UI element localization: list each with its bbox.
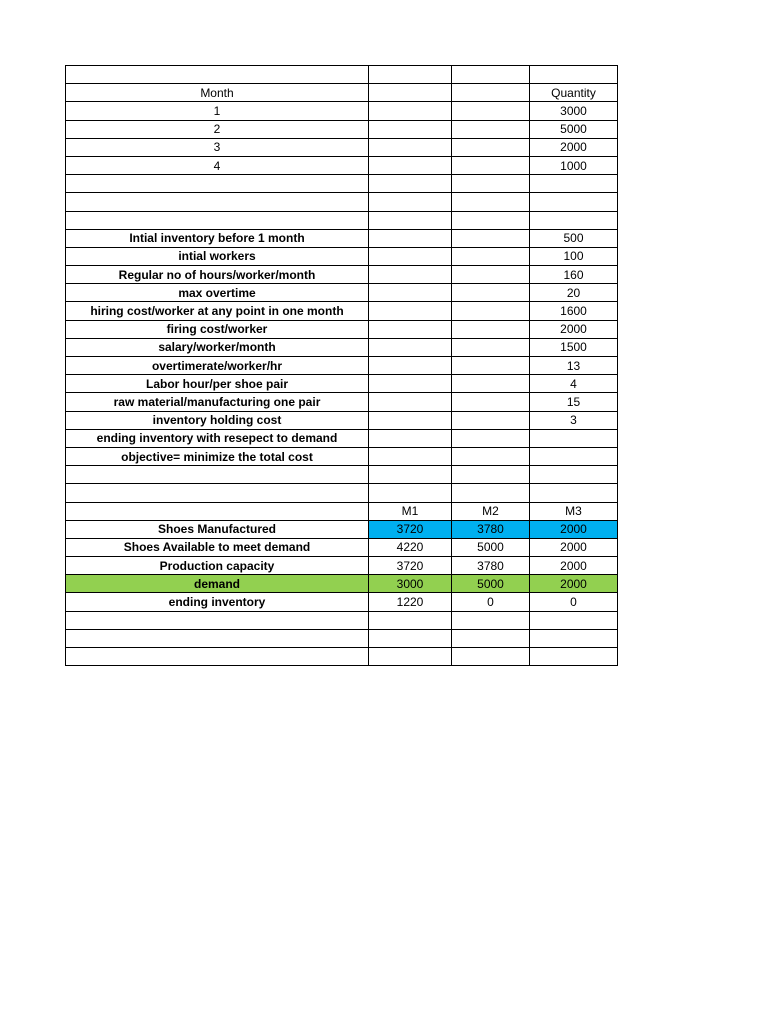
parameter-row — [66, 429, 618, 447]
result-label-cell[interactable]: ending inventory — [66, 593, 369, 611]
month-cell[interactable]: 3 — [66, 138, 369, 156]
cell[interactable] — [66, 629, 369, 647]
cell[interactable] — [530, 484, 618, 502]
cell[interactable] — [452, 411, 530, 429]
blank-row — [66, 648, 618, 666]
parameter-row — [66, 411, 618, 429]
result-value-cell[interactable]: 5000 — [452, 538, 530, 556]
month-cell[interactable]: 2 — [66, 120, 369, 138]
parameter-row — [66, 338, 618, 356]
cell[interactable] — [452, 138, 530, 156]
parameter-row — [66, 247, 618, 265]
cell[interactable] — [369, 484, 452, 502]
parameter-value-cell[interactable]: 160 — [530, 266, 618, 284]
cell[interactable] — [530, 466, 618, 484]
cell[interactable] — [530, 193, 618, 211]
result-value-cell[interactable]: 3000 — [369, 575, 452, 593]
parameter-label-cell[interactable]: raw material/manufacturing one pair — [66, 393, 369, 411]
cell[interactable] — [66, 175, 369, 193]
cell[interactable] — [530, 211, 618, 229]
cell[interactable] — [452, 229, 530, 247]
demand-row — [66, 575, 618, 593]
cell[interactable] — [369, 629, 452, 647]
result-label-cell[interactable]: demand — [66, 575, 369, 593]
parameter-row — [66, 375, 618, 393]
parameter-label-cell[interactable]: objective= minimize the total cost — [66, 447, 369, 465]
parameter-label-cell[interactable]: inventory holding cost — [66, 411, 369, 429]
month-row — [66, 156, 618, 174]
cell[interactable] — [369, 102, 452, 120]
cell[interactable] — [66, 502, 369, 520]
result-value-cell[interactable]: 5000 — [452, 575, 530, 593]
blank-row — [66, 193, 618, 211]
shoes-manufactured-row — [66, 520, 618, 538]
results-header-row — [66, 502, 618, 520]
cell[interactable] — [369, 138, 452, 156]
quantity-cell[interactable]: 3000 — [530, 102, 618, 120]
blank-row — [66, 629, 618, 647]
parameter-value-cell[interactable]: 2000 — [530, 320, 618, 338]
month-row — [66, 120, 618, 138]
parameter-row — [66, 393, 618, 411]
cell[interactable] — [369, 429, 452, 447]
month-row — [66, 138, 618, 156]
parameter-value-cell[interactable]: 100 — [530, 247, 618, 265]
month-row — [66, 102, 618, 120]
cell[interactable] — [452, 357, 530, 375]
cell[interactable] — [452, 611, 530, 629]
parameter-value-cell[interactable] — [530, 429, 618, 447]
parameter-value-cell[interactable]: 4 — [530, 375, 618, 393]
parameter-label-cell[interactable]: Intial inventory before 1 month — [66, 229, 369, 247]
result-value-cell[interactable]: 3720 — [369, 520, 452, 538]
parameter-label-cell[interactable]: overtimerate/worker/hr — [66, 357, 369, 375]
cell[interactable] — [452, 393, 530, 411]
cell[interactable] — [369, 357, 452, 375]
month-cell[interactable]: 1 — [66, 102, 369, 120]
cell[interactable] — [452, 375, 530, 393]
cell[interactable] — [369, 175, 452, 193]
parameter-row — [66, 266, 618, 284]
blank-row — [66, 611, 618, 629]
cell[interactable] — [369, 211, 452, 229]
m2-header-cell[interactable]: M2 — [452, 502, 530, 520]
cell[interactable] — [66, 484, 369, 502]
cell[interactable] — [452, 338, 530, 356]
cell[interactable] — [530, 66, 618, 84]
cell[interactable] — [452, 466, 530, 484]
result-value-cell[interactable]: 0 — [530, 593, 618, 611]
cell[interactable] — [369, 84, 452, 102]
cell[interactable] — [452, 447, 530, 465]
result-value-cell[interactable]: 2000 — [530, 520, 618, 538]
parameter-label-cell[interactable]: Regular no of hours/worker/month — [66, 266, 369, 284]
cell[interactable] — [530, 629, 618, 647]
parameter-value-cell[interactable]: 20 — [530, 284, 618, 302]
parameter-label-cell[interactable]: Labor hour/per shoe pair — [66, 375, 369, 393]
cell[interactable] — [452, 429, 530, 447]
result-label-cell[interactable]: Shoes Available to meet demand — [66, 538, 369, 556]
cell[interactable] — [369, 156, 452, 174]
production-capacity-row — [66, 557, 618, 575]
parameter-row — [66, 229, 618, 247]
shoes-available-row — [66, 538, 618, 556]
cell[interactable] — [452, 156, 530, 174]
cell[interactable] — [66, 611, 369, 629]
cell[interactable] — [66, 66, 369, 84]
cell[interactable] — [369, 247, 452, 265]
cell[interactable] — [452, 302, 530, 320]
cell[interactable] — [369, 229, 452, 247]
month-header-cell[interactable]: Month — [66, 84, 369, 102]
cell[interactable] — [530, 648, 618, 666]
cell[interactable] — [369, 320, 452, 338]
cell[interactable] — [369, 648, 452, 666]
cell[interactable] — [452, 629, 530, 647]
cell[interactable] — [369, 393, 452, 411]
m3-header-cell[interactable]: M3 — [530, 502, 618, 520]
result-value-cell[interactable]: 2000 — [530, 538, 618, 556]
cell[interactable] — [369, 611, 452, 629]
cell[interactable] — [452, 284, 530, 302]
parameter-label-cell[interactable]: max overtime — [66, 284, 369, 302]
parameter-label-cell[interactable]: ending inventory with resepect to demand — [66, 429, 369, 447]
cell[interactable] — [66, 211, 369, 229]
cell[interactable] — [452, 320, 530, 338]
cell[interactable] — [530, 175, 618, 193]
result-value-cell[interactable]: 0 — [452, 593, 530, 611]
result-value-cell[interactable]: 2000 — [530, 557, 618, 575]
cell[interactable] — [369, 284, 452, 302]
result-value-cell[interactable]: 3780 — [452, 557, 530, 575]
cell[interactable] — [66, 466, 369, 484]
blank-row — [66, 66, 618, 84]
cell[interactable] — [452, 102, 530, 120]
result-value-cell[interactable]: 3720 — [369, 557, 452, 575]
blank-row — [66, 466, 618, 484]
quantity-header-cell[interactable]: Quantity — [530, 84, 618, 102]
cell[interactable] — [369, 120, 452, 138]
cell[interactable] — [66, 648, 369, 666]
parameter-row — [66, 320, 618, 338]
cell[interactable] — [369, 193, 452, 211]
cell[interactable] — [369, 66, 452, 84]
cell[interactable] — [452, 66, 530, 84]
blank-row — [66, 211, 618, 229]
cell[interactable] — [369, 338, 452, 356]
cell[interactable] — [369, 466, 452, 484]
cell[interactable] — [452, 648, 530, 666]
m1-header-cell[interactable]: M1 — [369, 502, 452, 520]
ending-inventory-row — [66, 593, 618, 611]
cell[interactable] — [452, 266, 530, 284]
cell[interactable] — [452, 193, 530, 211]
result-label-cell[interactable]: Shoes Manufactured — [66, 520, 369, 538]
blank-row — [66, 484, 618, 502]
parameter-value-cell[interactable]: 1500 — [530, 338, 618, 356]
cell[interactable] — [452, 211, 530, 229]
cell[interactable] — [530, 611, 618, 629]
result-value-cell[interactable]: 3780 — [452, 520, 530, 538]
cell[interactable] — [452, 175, 530, 193]
blank-row — [66, 175, 618, 193]
result-label-cell[interactable]: Production capacity — [66, 557, 369, 575]
cell[interactable] — [452, 84, 530, 102]
quantity-cell[interactable]: 5000 — [530, 120, 618, 138]
parameter-value-cell[interactable]: 15 — [530, 393, 618, 411]
result-value-cell[interactable]: 2000 — [530, 575, 618, 593]
cell[interactable] — [66, 193, 369, 211]
parameter-value-cell[interactable]: 500 — [530, 229, 618, 247]
parameter-row — [66, 284, 618, 302]
parameter-label-cell[interactable]: salary/worker/month — [66, 338, 369, 356]
cell[interactable] — [369, 411, 452, 429]
parameter-value-cell[interactable] — [530, 447, 618, 465]
parameter-row — [66, 302, 618, 320]
cell[interactable] — [369, 266, 452, 284]
quantity-cell[interactable]: 2000 — [530, 138, 618, 156]
parameter-label-cell[interactable]: firing cost/worker — [66, 320, 369, 338]
cell[interactable] — [369, 447, 452, 465]
parameter-value-cell[interactable]: 1600 — [530, 302, 618, 320]
cell[interactable] — [452, 120, 530, 138]
cell[interactable] — [369, 375, 452, 393]
header-row — [66, 84, 618, 102]
result-value-cell[interactable]: 1220 — [369, 593, 452, 611]
parameter-label-cell[interactable]: intial workers — [66, 247, 369, 265]
parameter-label-cell[interactable]: hiring cost/worker at any point in one month — [66, 302, 369, 320]
parameter-value-cell[interactable]: 3 — [530, 411, 618, 429]
result-value-cell[interactable]: 4220 — [369, 538, 452, 556]
cell[interactable] — [369, 302, 452, 320]
parameter-row — [66, 447, 618, 465]
cell[interactable] — [452, 247, 530, 265]
parameter-row — [66, 357, 618, 375]
cell[interactable] — [452, 484, 530, 502]
month-cell[interactable]: 4 — [66, 156, 369, 174]
spreadsheet-table — [65, 65, 618, 666]
parameter-value-cell[interactable]: 13 — [530, 357, 618, 375]
quantity-cell[interactable]: 1000 — [530, 156, 618, 174]
